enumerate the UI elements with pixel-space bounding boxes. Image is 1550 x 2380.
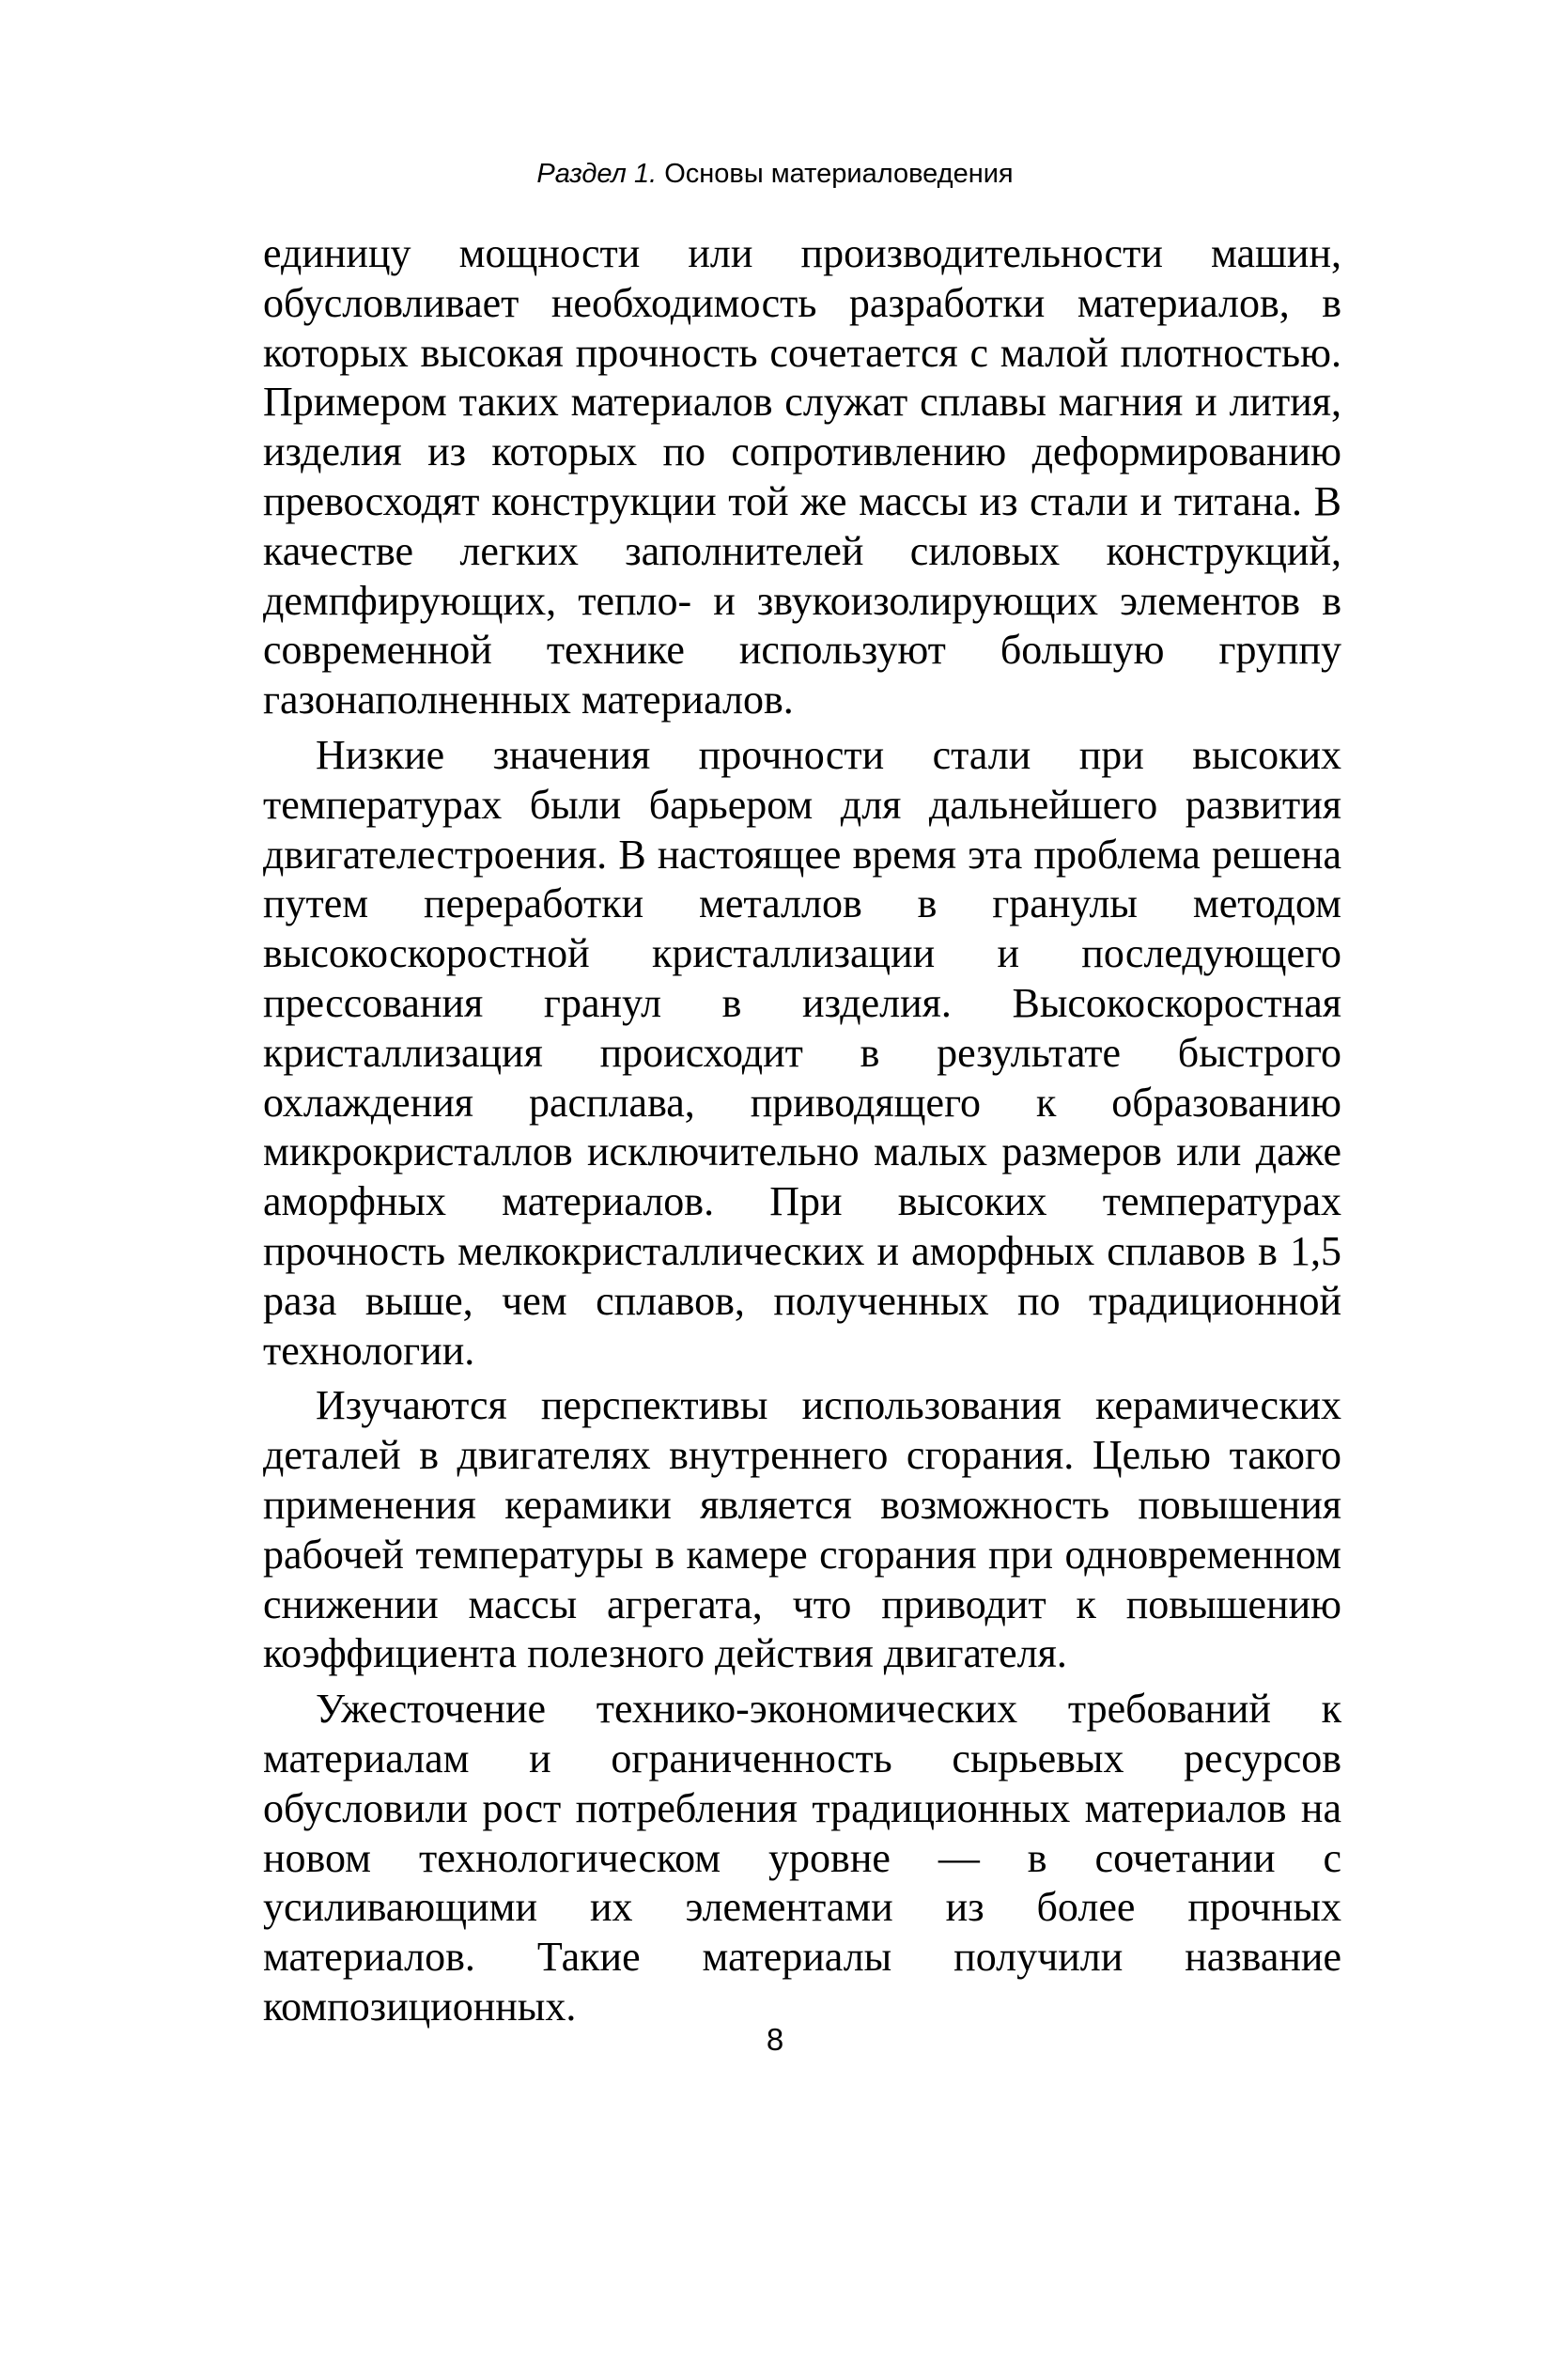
- paragraph: Низкие значения прочности стали при высоких температурах были барьером для дальнейшего развития двигателестроения. В настоящее время эта проблема решена путем переработки металлов в гранулы методом высокоскоростной кристаллизации и последующего прессования гранул в изделия. Высокоскоростная кристаллизация происходит в результате быстрого охлаждения расплава, приводящего к образованию микрокристаллов исключительно малых размеров или даже аморфных материалов. При высоких температурах прочность мелкокристаллических и аморфных сплавов в 1,5 раза выше, чем сплавов, полученных по традиционной технологии.: [263, 731, 1341, 1374]
- page-body: [263, 229, 1341, 2032]
- running-header: [0, 158, 1550, 190]
- section-title: Основы материаловедения: [664, 159, 1014, 189]
- page-number: 8: [766, 2022, 784, 2057]
- paragraph: Изучаются перспективы использования керамических деталей в двигателях внутреннего сгорания. Целью такого применения керамики является возможность повышения рабочей температуры в камере сгорания при одновременном снижении массы агрегата, что приводит к повышению коэффициента полезного действия двигателя.: [263, 1382, 1341, 1677]
- paragraph: Ужесточение технико-экономических требований к материалам и ограниченность сырьевых ресурсов обусловили рост потребления традиционных материалов на новом технологическом уровне — в сочетании с усиливающими их элементами из более прочных материалов. Такие материалы получили название композиционных.: [263, 1686, 1341, 2030]
- paragraph-continued: единицу мощности или производительности машин, обусловливает необходимость разработки материалов, в которых высокая прочность сочетается с малой плотностью. Примером таких материалов служат сплавы магния и лития, изделия из которых по сопротивлению деформированию превосходят конструкции той же массы из стали и титана. В качестве легких заполнителей силовых конструкций, демпфирующих, тепло- и звукоизолирующих элементов в современной технике используют большую группу газонаполненных материалов.: [263, 230, 1341, 723]
- section-label: Раздел 1.: [536, 159, 658, 189]
